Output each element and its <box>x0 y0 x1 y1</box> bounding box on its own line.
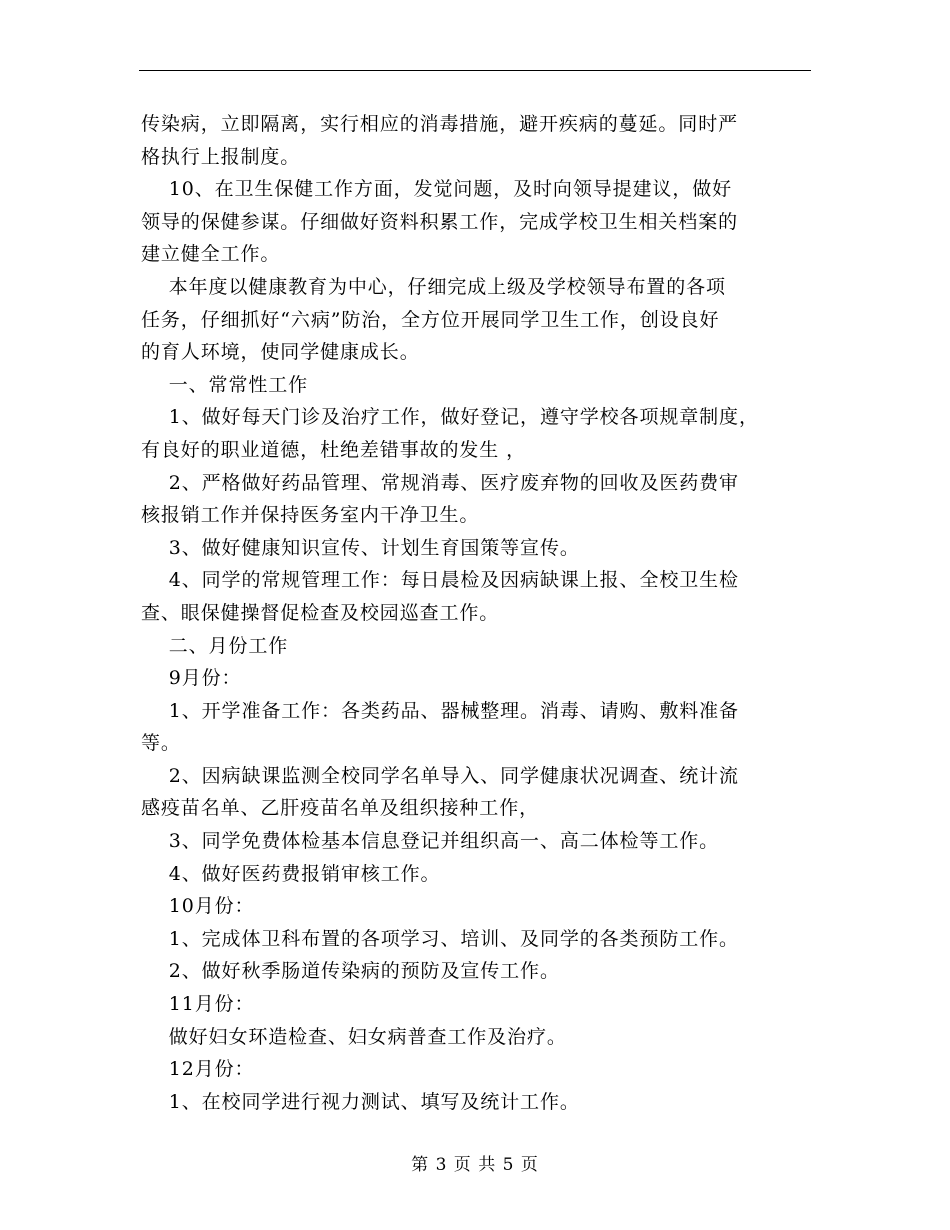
section-heading: 二、月份工作 <box>141 634 289 657</box>
text-line: 领导的保健参谋。仔细做好资料积累工作，完成学校卫生相关档案的 <box>141 210 739 233</box>
text-line: 格执行上报制度。 <box>141 145 301 168</box>
text-line: 的育人环境，使同学健康成长。 <box>141 341 420 364</box>
document-body <box>141 108 813 1118</box>
text-line: 传染病，立即隔离，实行相应的消毒措施，避开疾病的蔓延。同时严 <box>141 113 739 135</box>
text-line: 感疫苗名单、乙肝疫苗名单及组织接种工作， <box>141 797 540 820</box>
text-line: 任务，仔细抓好“六病”防治，全方位开展同学卫生工作，创设良好 <box>141 308 720 331</box>
page-number-footer: 第 3 页 共 5 页 <box>411 1155 539 1175</box>
text-line: 核报销工作并保持医务室内干净卫生。 <box>141 504 480 527</box>
header-rule <box>139 70 811 71</box>
text-line: 等。 <box>141 732 181 755</box>
text-line: 2、做好秋季肠道传染病的预防及宣传工作。 <box>141 960 560 983</box>
month-heading: 12月份： <box>141 1058 255 1081</box>
text-line: 做好妇女环造检查、妇女病普查工作及治疗。 <box>141 1025 567 1048</box>
month-heading: 11月份： <box>141 993 255 1016</box>
text-line: 10、在卫生保健工作方面，发觉问题，及时向领导提建议，做好 <box>141 178 733 201</box>
text-line: 1、在校同学进行视力测试、填写及统计工作。 <box>141 1090 580 1113</box>
month-heading: 10月份： <box>141 895 255 918</box>
text-line: 1、做好每天门诊及治疗工作，做好登记，遵守学校各项规章制度， <box>141 406 759 429</box>
text-line: 4、同学的常规管理工作：每日晨检及因病缺课上报、全校卫生检 <box>141 569 739 592</box>
text-line: 2、严格做好药品管理、常规消毒、医疗废弃物的回收及医药费审 <box>141 471 739 494</box>
section-heading: 一、常常性工作 <box>141 373 309 396</box>
text-line: 3、同学免费体检基本信息登记并组织高一、高二体检等工作。 <box>141 830 720 853</box>
text-line: 查、眼保健操督促检查及校园巡查工作。 <box>141 601 500 624</box>
month-heading: 9月份： <box>141 667 242 690</box>
text-line: 本年度以健康教育为中心，仔细完成上级及学校领导布置的各项 <box>141 275 726 298</box>
text-line: 建立健全工作。 <box>141 243 281 266</box>
text-line: 2、因病缺课监测全校同学名单导入、同学健康状况调查、统计流 <box>141 764 739 787</box>
text-line: 1、完成体卫科布置的各项学习、培训、及同学的各类预防工作。 <box>141 927 739 950</box>
text-line: 1、开学准备工作：各类药品、器械整理。消毒、请购、敷料准备 <box>141 699 739 722</box>
text-line: 有良好的职业道德，杜绝差错事故的发生 ， <box>141 438 527 461</box>
text-line: 4、做好医药费报销审核工作。 <box>141 862 441 885</box>
text-line: 3、做好健康知识宣传、计划生育国策等宣传。 <box>141 536 580 559</box>
